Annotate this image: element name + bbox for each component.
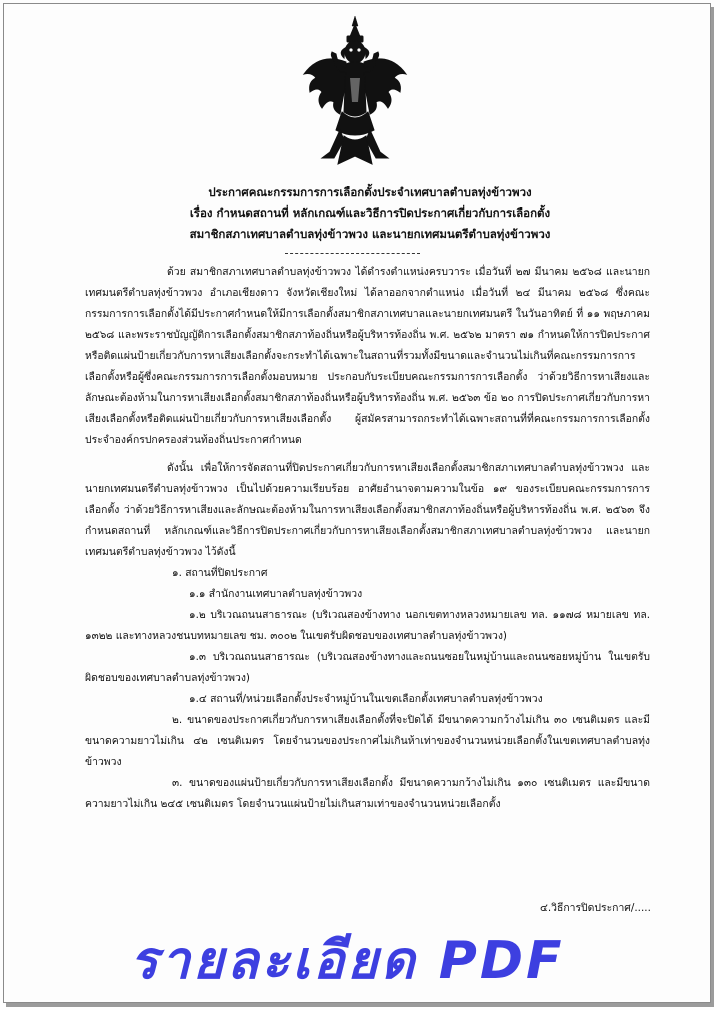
item-1-1: ๑.๑ สำนักงานเทศบาลตำบลทุ่งข้าวพวง [189, 588, 363, 600]
header-subject: เรื่อง กำหนดสถานที่ หลักเกณฑ์และวิธีการปิดประกาศเกี่ยวกับการเลือกตั้ง [189, 206, 551, 220]
header-subject-cont: สมาชิกสภาเทศบาลตำบลทุ่งข้าวพวง และนายกเทศมนตรีตำบลทุ่งข้าวพวง [189, 227, 551, 241]
paragraph-1: ด้วย สมาชิกสภาเทศบาลตำบลทุ่งข้าวพวง ได้ดำรงตำแหน่งครบวาระ เมื่อวันที่ ๒๗ มีนาคม ๒๕๖๘ และนายกเทศมนตรีตำบลทุ่งข้าวพวง อำเภอเชียงดาว จังหวัดเชียงใหม่ ได้ลาออกจากตำแหน่ง เมื่อวันที่ ๒๔ มีนาคม ๒๕๖๘ ซึ่งคณะกรรมการการเลือกตั้งได้มีประกาศกำหนดให้มีการเลือกตั้งสมาชิกสภาเทศบาลและนายกเทศมนตรี ในวันอาทิตย์ ที่ ๑๑ พฤษภาคม ๒๕๖๘ และพระราชบัญญัติการเลือกตั้งสมาชิกสภาท้องถิ่นหรือผู้บริหารท้องถิ่น พ.ศ. ๒๕๖๒ มาตรา ๗๑ กำหนดให้การปิดประกาศหรือติดแผ่นป้ายเกี่ยวกับการหาเสียงเลือกตั้งจะกระทำได้เฉพาะในสถานที่รวมทั้งมีขนาดและจำนวนไม่เกินที่คณะกรรมการการเลือกตั้งหรือผู้ซึ่งคณะกรรมการการเลือกตั้งมอบหมาย ประกอบกับระเบียบคณะกรรมการการเลือกตั้ง ว่าด้วยวิธีการหาเสียงและลักษณะต้องห้ามในการหาเสียงเลือกตั้งสมาชิกสภาท้องถิ่นหรือผู้บริหารท้องถิ่น พ.ศ. ๒๕๖๓ ข้อ ๒๐ การปิดประกาศเกี่ยวกับการหาเสียงเลือกตั้งหรือติดแผ่นป้ายเกี่ยวกับการหาเสียงเลือกตั้ง ผู้สมัครสามารถกระทำได้เฉพาะสถานที่ที่คณะกรรมการการเลือกตั้งประจำองค์กรปกครองส่วนท้องถิ่นประกาศกำหนด [85, 266, 650, 446]
announcement-header [130, 182, 610, 245]
item-3: ๓. ขนาดของแผ่นป้ายเกี่ยวกับการหาเสียงเลือกตั้ง มีขนาดความกว้างไม่เกิน ๑๓๐ เซนติเมตร และมีขนาดความยาวไม่เกิน ๒๔๕ เซนติเมตร โดยจำนวนแผ่นป้ายไม่เกินสามเท่าของจำนวนหน่วยเลือกตั้ง [85, 777, 650, 810]
pdf-details-link[interactable]: รายละเอียด PDF [130, 931, 565, 991]
item-2: ๒. ขนาดของประกาศเกี่ยวกับการหาเสียงเลือกตั้งที่จะปิดได้ มีขนาดความกว้างไม่เกิน ๓๐ เซนติเมตร และมีขนาดความยาวไม่เกิน ๔๒ เซนติเมตร โดยจำนวนของประกาศไม่เกินห้าเท่าของจำนวนหน่วยเลือกตั้งในเขตเทศบาลตำบลทุ่งข้าวพวง [85, 714, 650, 768]
item-1-4: ๑.๔ สถานที่/หน่วยเลือกตั้งประจำหมู่บ้านในเขตเลือกตั้งเทศบาลตำบลทุ่งข้าวพวง [189, 693, 543, 705]
item-1: ๑. สถานที่ปิดประกาศ [172, 567, 268, 579]
garuda-emblem-icon [300, 12, 410, 172]
item-1-3: ๑.๓ บริเวณถนนสาธารณะ (บริเวณสองข้างทางและถนนซอยในหมู่บ้านและถนนซอยหมู่บ้าน ในเขตรับผิดชอบของเทศบาลตำบลทุ่งข้าวพวง) [85, 651, 650, 684]
announcement-body [85, 262, 650, 815]
paragraph-2: ดังนั้น เพื่อให้การจัดสถานที่ปิดประกาศเกี่ยวกับการหาเสียงเลือกตั้งสมาชิกสภาเทศบาลตำบลทุ่งข้าวพวง และนายกเทศมนตรีตำบลทุ่งข้าวพวง เป็นไปด้วยความเรียบร้อย อาศัยอำนาจตามความในข้อ ๑๙ ของระเบียบคณะกรรมการการเลือกตั้ง ว่าด้วยวิธีการหาเสียงและลักษณะต้องห้ามในการหาเสียงเลือกตั้งสมาชิกสภาท้องถิ่นหรือผู้บริหารท้องถิ่น พ.ศ. ๒๕๖๓ จึงกำหนดสถานที่ หลักเกณฑ์และวิธีการปิดประกาศเกี่ยวกับการหาเสียงเลือกตั้งสมาชิกสภาเทศบาลตำบลทุ่งข้าวพวง และนายกเทศมนตรีตำบลทุ่งข้าวพวง ไว้ดังนี้ [85, 462, 650, 558]
item-1-2: ๑.๒ บริเวณถนนสาธารณะ (บริเวณสองข้างทาง นอกเขตทางหลวงหมายเลข ทล. ๑๑๗๘ หมายเลข ทล. ๑๓๒๒ และทางหลวงชนบทหมายเลข ชม. ๓๐๐๒ ในเขตรับผิดชอบของเทศบาลตำบลทุ่งข้าวพวง) [85, 609, 650, 642]
header-title: ประกาศคณะกรรมการการเลือกตั้งประจำเทศบาลตำบลทุ่งข้าวพวง [208, 185, 532, 199]
next-page-note: ๔.วิธีการปิดประกาศ/..... [540, 902, 651, 914]
header-divider [285, 253, 420, 254]
